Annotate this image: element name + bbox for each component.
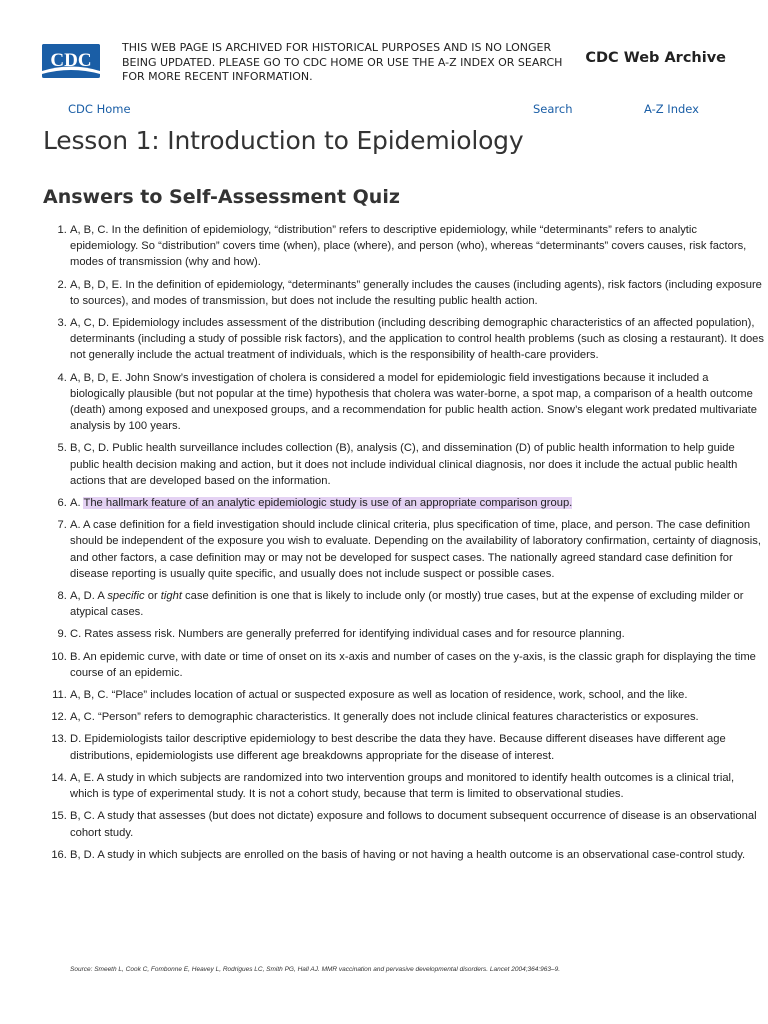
answer-8-prefix: A, D. A bbox=[70, 590, 108, 603]
answer-item-14: 14. A, E. A study in which subjects are randomized into two intervention groups and monitored to identify health outcomes is a clinical trial, which is type of experimental study. It is not a cohort study, because that term is limited to observational studies. bbox=[70, 770, 764, 802]
answer-item-13: 13. D. Epidemiologists tailor descriptive epidemiology to best describe the data they have. Because different diseases have different age distributions, epidemiologists use different age breakdowns appropriate for the disease of interest. bbox=[70, 731, 764, 763]
answer-item-7: 7. A. A case definition for a field investigation should include clinical criteria, plus specification of time, place, and person. The case definition should be independent of the exposure you wish to evaluate. Depending on the availability of laboratory confirmation, certainty of diagnosis, and other factors, a case definition may or may not be developed for suspect cases. The nationally agreed standard case definition for disease reporting is usually quite specific, and usually does not include suspect or possible cases. bbox=[70, 517, 764, 582]
source-citation: Source: Smeeth L, Cook C, Fombonne E, Heavey L, Rodrigues LC, Smith PG, Hall AJ. MMR vaccination and pervasive developmental disorders. Lancet 2004;364:963–9. bbox=[70, 966, 561, 973]
site-header bbox=[0, 0, 768, 130]
answer-8-mid: or bbox=[144, 590, 161, 603]
answer-item-5: 5. B, C, D. Public health surveillance includes collection (B), analysis (C), and dissemination (D) of public health information to help guide public health decision making and action, but it does not include individual clinical diagnosis, nor does it include the actual public health actions that are developed based on the information. bbox=[70, 440, 764, 489]
archive-title: CDC Web Archive bbox=[585, 50, 726, 66]
answer-item-11: 11. A, B, C. “Place” includes location of actual or suspected exposure as well as location of residence, work, school, and the like. bbox=[70, 687, 764, 703]
answer-item-1: 1. A, B, C. In the definition of epidemiology, “distribution” refers to descriptive epidemiology, while “determinants” refers to analytic epidemiology. So “distribution” covers time (when), place (where), and person (who), whereas “determinants” covers causes, risk factors, modes of transmission (why and how). bbox=[70, 222, 764, 271]
logo-text: CDC bbox=[50, 50, 92, 71]
page-title: Lesson 1: Introduction to Epidemiology bbox=[43, 126, 524, 155]
answer-6-prefix: A. bbox=[70, 497, 84, 510]
answer-list bbox=[30, 222, 764, 869]
answer-8-emphasis-tight: tight bbox=[160, 590, 182, 603]
answer-item-9: 9. C. Rates assess risk. Numbers are generally preferred for identifying individual cases and for resource planning. bbox=[70, 626, 764, 642]
answer-8-emphasis-specific: specific bbox=[107, 590, 145, 603]
highlighted-text: The hallmark feature of an analytic epidemiologic study is use of an appropriate comparison group. bbox=[83, 497, 573, 510]
archive-notice: THIS WEB PAGE IS ARCHIVED FOR HISTORICAL PURPOSES AND IS NO LONGER BEING UPDATED. PLEASE GO TO CDC HOME OR USE THE A-Z INDEX OR SEARCH FOR MORE RECENT INFORMATION. bbox=[122, 41, 563, 83]
nav-az-index-link[interactable]: A-Z Index bbox=[644, 102, 699, 116]
cdc-logo-graphic bbox=[42, 44, 100, 78]
nav-search-link[interactable]: Search bbox=[533, 102, 573, 116]
answer-item-16: 16. B, D. A study in which subjects are enrolled on the basis of having or not having a health outcome is an observational case-control study. bbox=[70, 847, 764, 863]
answer-item-12: 12. A, C. “Person” refers to demographic characteristics. It generally does not include clinical features characteristics or exposures. bbox=[70, 709, 764, 725]
answer-8-suffix: case definition is one that is likely to include only (or mostly) true cases, but at the expense of excluding milder or atypical cases. bbox=[70, 590, 744, 619]
answer-item-6 bbox=[70, 495, 764, 511]
nav-cdc-home-link[interactable]: CDC Home bbox=[68, 102, 131, 116]
answer-item-10: 10. B. An epidemic curve, with date or time of onset on its x-axis and number of cases on the y-axis, is the classic graph for displaying the time course of an epidemic. bbox=[70, 649, 764, 681]
answer-item-8 bbox=[70, 588, 764, 620]
answer-item-2: 2. A, B, D, E. In the definition of epidemiology, “determinants” generally includes the causes (including agents), risk factors (including exposure to sources), and modes of transmission, but does not include the resulting public health action. bbox=[70, 277, 764, 309]
cdc-logo[interactable] bbox=[42, 44, 100, 78]
answer-item-3: 3. A, C, D. Epidemiology includes assessment of the distribution (including describing demographic characteristics of an affected population), determinants (including a study of possible risk factors), and the application to control health problems (such as closing a restaurant). It does not generally include the actual treatment of individuals, which is the responsibility of health-care providers. bbox=[70, 315, 764, 364]
answer-item-4: 4. A, B, D, E. John Snow’s investigation of cholera is considered a model for epidemiologic field investigations because it included a biologically plausible (but not popular at the time) hypothesis that cholera was water-borne, a spot map, a comparison of a health outcome (death) among exposed and unexposed groups, and a recommendation for public health action. Snow’s elegant work predated multivariate analysis by 100 years. bbox=[70, 370, 764, 435]
answer-item-15: 15. B, C. A study that assesses (but does not dictate) exposure and follows to document subsequent occurrence of disease is an observational cohort study. bbox=[70, 808, 764, 840]
section-title: Answers to Self-Assessment Quiz bbox=[43, 186, 400, 208]
